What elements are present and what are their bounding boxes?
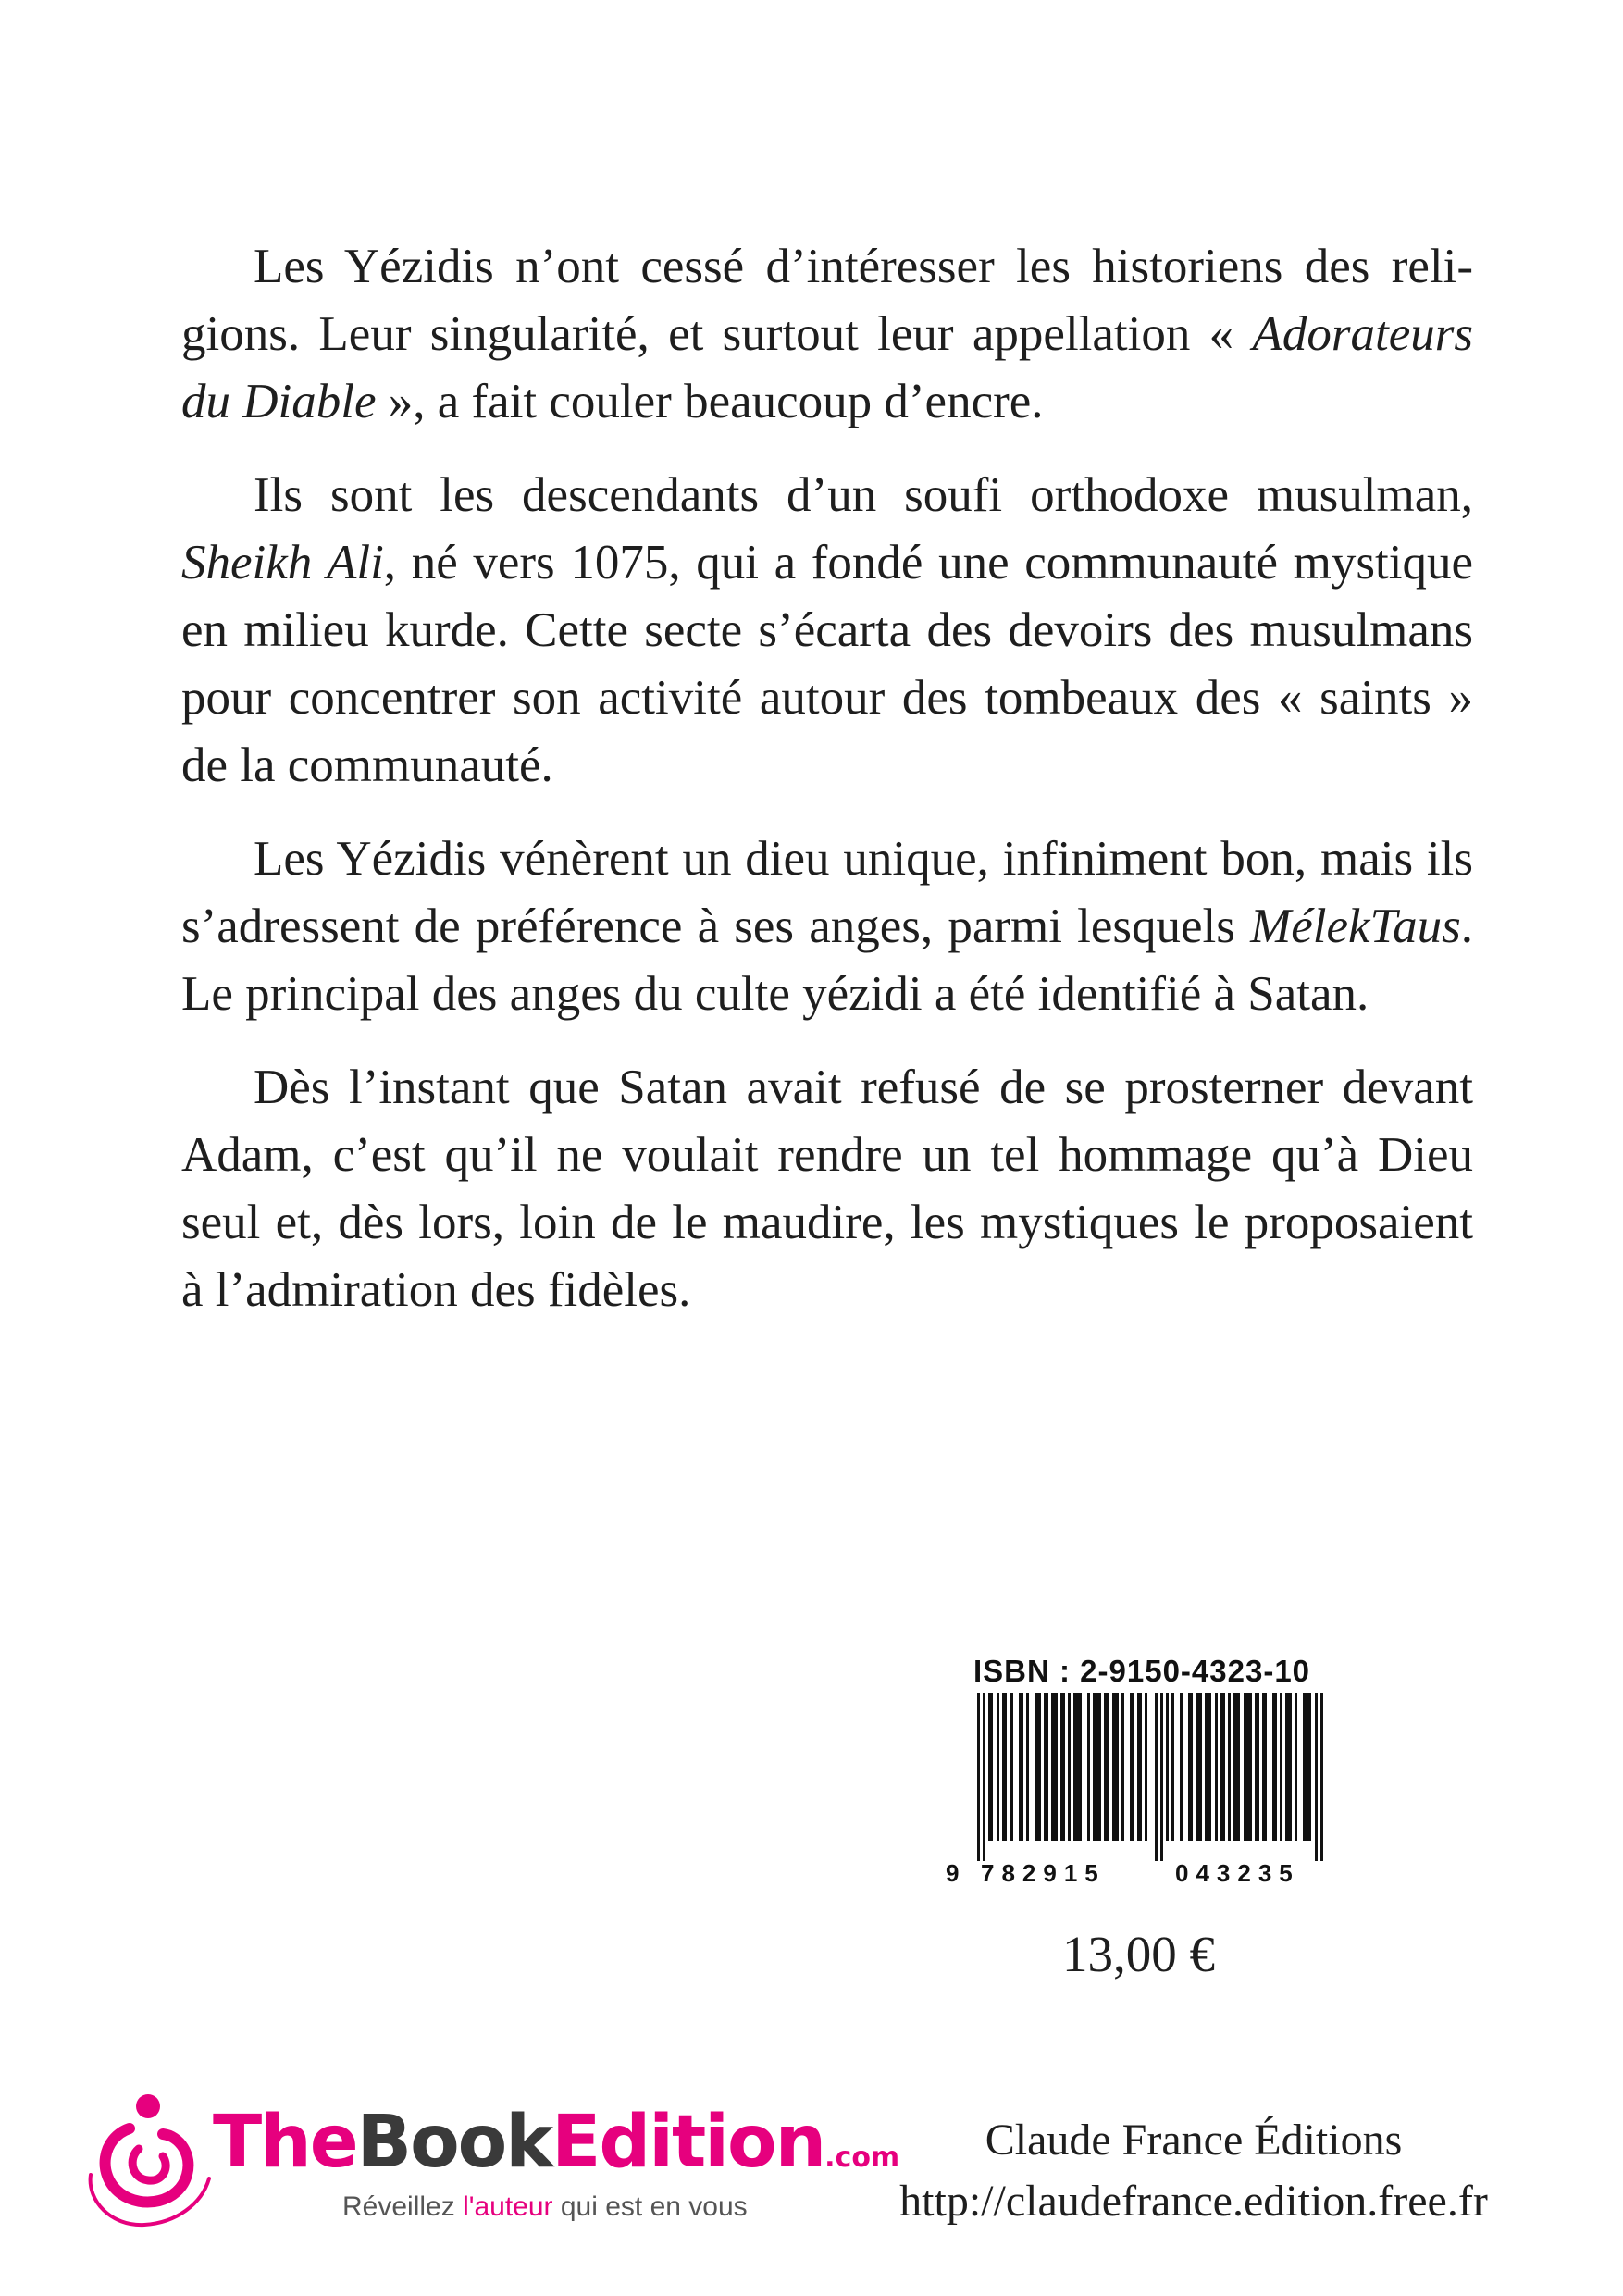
barcode-bar [1051,1693,1058,1841]
barcode-bar [1112,1693,1119,1841]
barcode-bars [946,1693,1351,1861]
ean-digits [946,1859,1351,1887]
barcode-bar [1215,1693,1218,1841]
barcode-bar [1262,1693,1267,1841]
italic-name: Sheikh Ali [181,536,384,590]
barcode-bar [1166,1693,1169,1841]
publisher-name: Claude France Éditions [985,2116,1403,2165]
barcode-bar [1155,1693,1158,1861]
barcode-bar [1130,1693,1134,1841]
thebookedition-logo [83,2090,900,2228]
blurb-paragraph-1: Les Yézidis n’ont cessé d’intéresser les historiens des religions. Leur singularité, et surtout leur appellation « Adorateurs du Diable », a fait couler beaucoup d’encre. [181,240,1473,428]
barcode-bar [1303,1693,1311,1841]
barcode-bar [1121,1693,1124,1841]
barcode-bar [1171,1693,1174,1841]
isbn-barcode [946,1654,1351,1885]
barcode-bar [1205,1693,1211,1841]
italic-phrase: Adorateurs du Diable [181,307,1473,428]
barcode-bar [1280,1693,1282,1841]
barcode-bar [1035,1693,1041,1841]
barcode-bar [1093,1693,1101,1841]
ean-digits-right: 043235 [1175,1859,1300,1887]
barcode-bar [1272,1693,1277,1841]
ean-digit-lead: 9 [946,1859,960,1887]
barcode-bar [1160,1693,1163,1861]
barcode-bar [1068,1693,1071,1841]
barcode-bar [1073,1693,1082,1841]
barcode-bar [1196,1693,1202,1841]
ean-digits-left: 782915 [981,1859,1106,1887]
barcode-bar [1255,1693,1259,1841]
barcode-bar [1026,1693,1029,1841]
barcode-bar [1228,1693,1231,1841]
publisher-info [870,2110,1518,2232]
barcode-bar [997,1693,999,1841]
barcode-bar [1315,1693,1318,1861]
barcode-bar [1104,1693,1109,1841]
blurb-paragraph-4: Dès l’instant que Satan avait refusé de se prosterner devant Adam, c’est qu’il ne voulait rendre un tel hommage qu’à Dieu seul et, dès lors, loin de le maudire, les mystiques le proposaient à l’admiration des fidèles. [181,1061,1473,1317]
barcode-bar [977,1693,980,1861]
barcode-bar [988,1693,993,1841]
barcode-bar [1233,1693,1240,1841]
italic-name: MélekTaus [1250,900,1461,953]
barcode-bar [1285,1693,1292,1841]
publisher-url: http://claudefrance.edition.free.fr [899,2177,1488,2226]
barcode-bar [1002,1693,1007,1841]
barcode-bar [1220,1693,1225,1841]
barcode-bar [983,1693,985,1861]
barcode-bar [1060,1693,1065,1841]
barcode-bar [1137,1693,1142,1841]
blurb-paragraph-2: Ils sont les descendants d’un soufi orthodoxe musulman, Sheikh Ali, né vers 1075, qui a fondé une communauté mystique en milieu kurde. Cette secte s’écarta des devoirs des musulmans pour concentrer son activité autour des tombeaux des « saints » de la communauté. [181,468,1474,792]
barcode-bar [1188,1693,1193,1841]
barcode-bar [1010,1693,1013,1841]
barcode-bar [1145,1693,1147,1841]
barcode-bar [1180,1693,1183,1841]
barcode-bar [1295,1693,1297,1841]
logo-tagline: Réveillez l'auteur qui est en vous [342,2191,748,2222]
barcode-bar [1244,1693,1252,1841]
logo-emblem-icon [83,2090,222,2228]
logo-wordmark: TheBookEdition.com [213,2101,900,2184]
barcode-bar [1320,1693,1323,1861]
price: 13,00 € [1062,1926,1215,1982]
barcode-bar [1019,1693,1023,1841]
barcode-bar [1044,1693,1048,1841]
isbn-label: ISBN : 2-9150-4323-10 [973,1654,1311,1688]
back-cover-blurb [181,233,1473,1350]
barcode-bar [1087,1693,1090,1841]
blurb-paragraph-3: Les Yézidis vénèrent un dieu unique, infiniment bon, mais ils s’adressent de préférence à ses anges, parmi lesquels MélekTaus. Le principal des anges du culte yézidi a été identifié à Satan. [181,832,1473,1021]
